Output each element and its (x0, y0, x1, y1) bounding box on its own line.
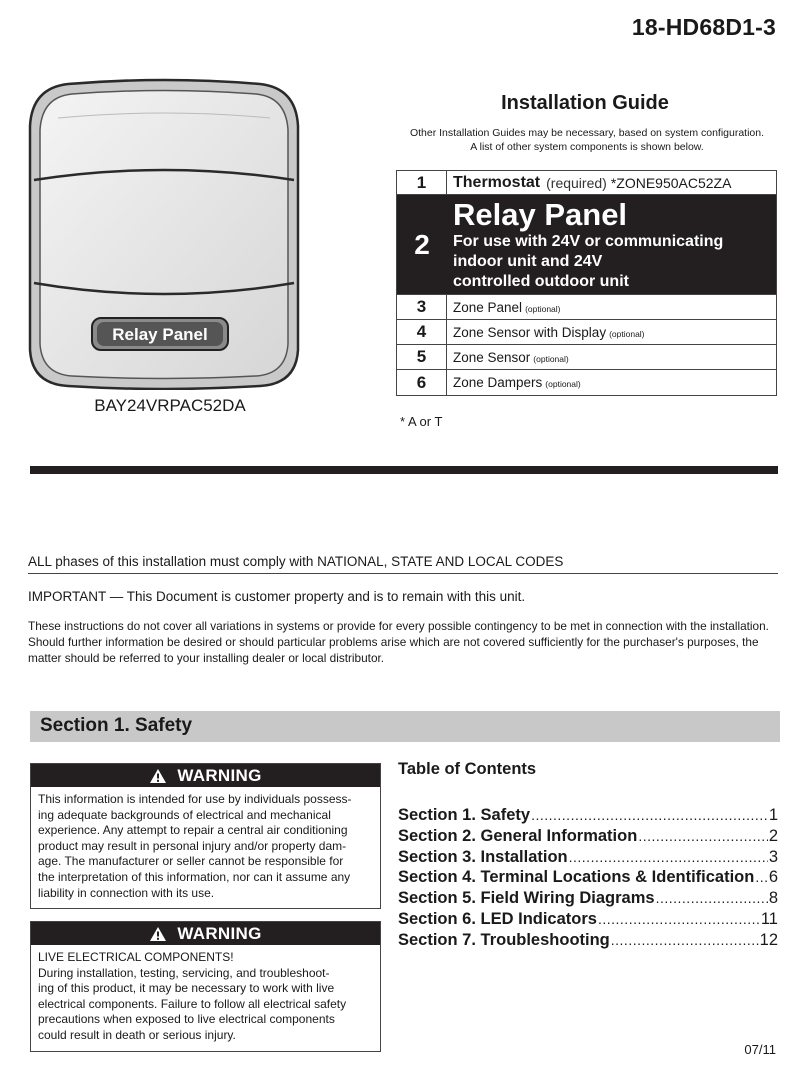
component-name: Zone Sensor with Display (453, 324, 607, 340)
toc-leader (755, 869, 767, 885)
toc-entry[interactable] (398, 931, 778, 952)
toc-leader (569, 849, 768, 865)
component-number: 6 (397, 370, 447, 395)
warning-header (31, 764, 380, 787)
relay-panel-badge-text: Relay Panel (112, 325, 208, 344)
toc-label[interactable]: Section 5. Field Wiring Diagrams (398, 889, 655, 908)
toc-label[interactable]: Section 1. Safety (398, 806, 531, 824)
toc-leader (611, 932, 759, 948)
warning-title: WARNING (177, 923, 262, 943)
relay-panel-description: For use with 24V or communicating indoor unit and 24V controlled outdoor unit (453, 232, 724, 290)
warning-triangle-icon (149, 768, 167, 784)
component-model: *ZONE950AC52ZA (610, 174, 732, 191)
disclaimer-paragraph: These instructions do not cover all variations in systems or provide for every possible contingency to be met in connection with the installation. Should further information be desired or should particular problems arise which are not covered sufficiently for the purchaser's purposes, the matter should be referred to your installing dealer or local distributor. (28, 619, 769, 665)
component-number: 1 (397, 171, 447, 194)
warning-text: LIVE ELECTRICAL COMPONENTS! During installation, testing, servicing, and troubleshoot- ing of this product, it may be necessary to work with live electrical components. Failure to follow all electrical safety precautions when exposed to live electrical components could result in death or serious injury. (38, 950, 347, 1042)
codes-notice: ALL phases of this installation must comply with NATIONAL, STATE AND LOCAL CODES (28, 554, 564, 569)
toc-page-number: 3 (768, 847, 778, 866)
toc-leader (638, 828, 768, 844)
warning-box (30, 921, 381, 1052)
toc-label[interactable]: Section 7. Troubleshooting (398, 930, 610, 949)
component-number: 5 (397, 345, 447, 369)
component-row (397, 320, 776, 345)
warning-box (30, 763, 381, 909)
toc-page-number: 8 (768, 889, 778, 908)
toc-entry[interactable] (398, 910, 778, 931)
component-name: Thermostat (453, 173, 541, 191)
toc-page-number: 6 (768, 868, 778, 887)
section-divider (30, 466, 778, 474)
date-code: 07/11 (744, 1042, 776, 1057)
warning-text: This information is intended for use by individuals possess- ing adequate backgrounds of electrical and mechanical experience. Any attempt to repair a central air conditioning product may result in personal injury and/or property dam- age. The manufacturer or seller cannot be responsible for the interpretation of this information, nor can it assume any liability in connection with its use. (38, 792, 352, 900)
warning-triangle-icon (149, 926, 167, 942)
toc-page-number: 12 (759, 930, 778, 949)
toc-heading: Table of Contents (398, 760, 537, 778)
system-components-table (396, 170, 777, 396)
toc-entry[interactable] (398, 806, 778, 827)
component-name: Zone Panel (453, 299, 523, 315)
toc-leader (598, 911, 760, 927)
relay-panel-title: Relay Panel (453, 196, 628, 232)
component-optional-note: (optional) (533, 353, 569, 364)
warning-header (31, 922, 380, 945)
component-row (397, 370, 776, 395)
component-row-thermostat (397, 171, 776, 195)
component-required: (required) (546, 174, 607, 191)
component-number: 3 (397, 295, 447, 319)
guide-subtitle: Other Installation Guides may be necessary, based on system configuration. A list of other system components is shown below. (409, 127, 765, 153)
component-name: Zone Sensor (453, 349, 531, 365)
component-row (397, 345, 776, 370)
toc-page-number: 2 (768, 826, 778, 845)
table-of-contents (398, 806, 778, 952)
component-optional-note: (optional) (525, 303, 561, 314)
divider (28, 573, 778, 574)
toc-leader (531, 807, 768, 823)
toc-entry[interactable] (398, 868, 778, 889)
footnote: * A or T (400, 414, 443, 429)
component-row (397, 295, 776, 320)
toc-entry[interactable] (398, 848, 778, 869)
toc-label[interactable]: Section 6. LED Indicators (398, 909, 597, 928)
component-number: 4 (397, 320, 447, 344)
component-name: Zone Dampers (453, 375, 543, 390)
toc-page-number: 1 (768, 806, 778, 824)
component-number: 2 (414, 228, 430, 260)
guide-title: Installation Guide (501, 92, 669, 114)
toc-entry[interactable] (398, 827, 778, 848)
toc-label[interactable]: Section 3. Installation (398, 847, 568, 866)
toc-label[interactable]: Section 4. Terminal Locations & Identification (398, 868, 755, 887)
component-row-relay-panel (397, 195, 776, 295)
section-title: Section 1. Safety (40, 715, 193, 736)
important-notice: IMPORTANT — This Document is customer property and is to remain with this unit. (28, 589, 526, 604)
toc-page-number: 11 (760, 909, 778, 928)
warning-title: WARNING (177, 765, 262, 785)
toc-entry[interactable] (398, 889, 778, 910)
toc-leader (656, 890, 768, 906)
component-optional-note: (optional) (545, 379, 581, 389)
toc-label[interactable]: Section 2. General Information (398, 826, 638, 845)
document-number: 18-HD68D1-3 (631, 14, 776, 40)
relay-panel-illustration (28, 78, 300, 390)
model-number: BAY24VRPAC52DA (94, 396, 246, 415)
component-optional-note: (optional) (609, 328, 645, 339)
